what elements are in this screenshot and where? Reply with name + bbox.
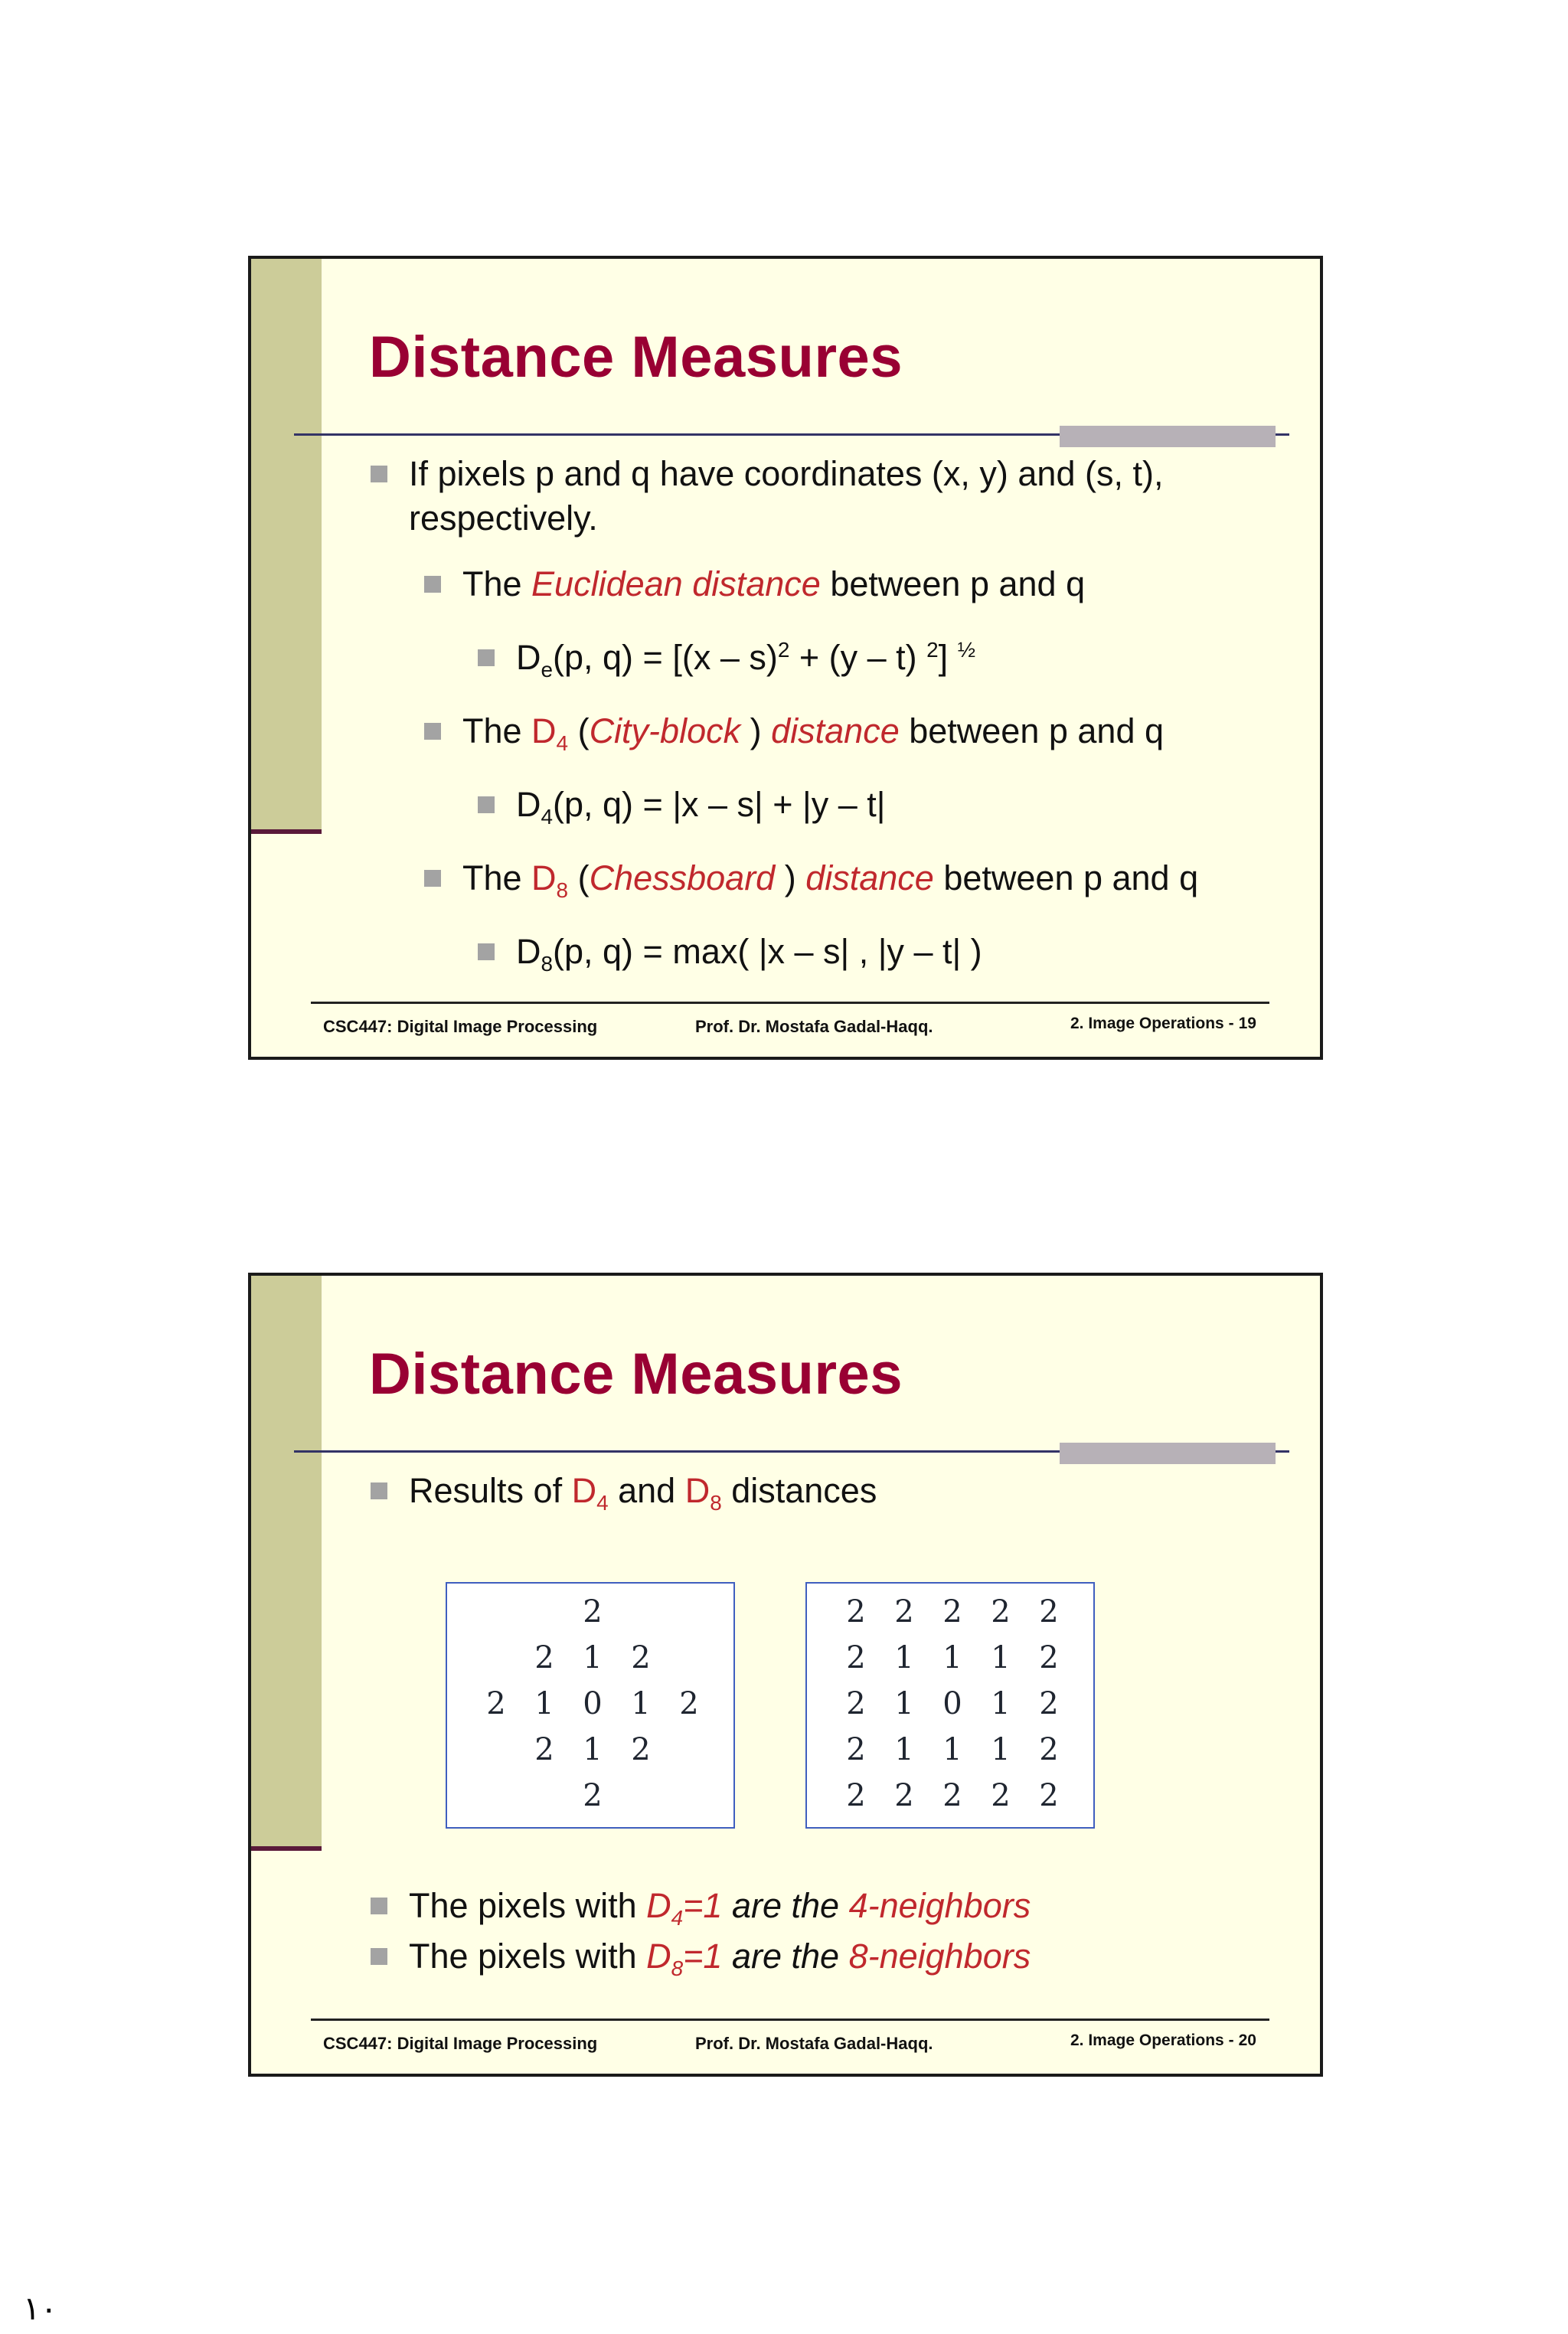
grid-cell: 1: [991, 1732, 1011, 1767]
formula-text: (p, q) = [(x – s): [553, 638, 778, 677]
formula-subscript: 4: [556, 731, 569, 755]
bullet-text: (: [568, 711, 590, 750]
formula-superscript: 2: [777, 638, 790, 662]
grid-cell: 2: [1039, 1594, 1059, 1630]
grid-cell: 2: [486, 1686, 506, 1721]
formula-text: =1: [683, 1937, 723, 1976]
formula-d8: [516, 930, 982, 974]
grid-cell: 2: [1039, 1778, 1059, 1813]
bullet-text: If pixels p and q have coordinates (x, y) and (s, t),: [409, 454, 1164, 493]
grid-cell: 2: [942, 1778, 962, 1813]
bullet-results: [409, 1469, 877, 1513]
formula-superscript: 2: [926, 638, 939, 662]
formula-symbol: D: [516, 785, 541, 824]
bullet-intro: [409, 452, 1163, 496]
bullet-text: The: [462, 564, 532, 603]
square-bullet-icon: [478, 649, 495, 666]
term-city-block: City-block: [589, 711, 741, 750]
square-bullet-icon: [424, 576, 441, 593]
footer-section: [1070, 2032, 1256, 2050]
formula-symbol: D: [531, 711, 557, 750]
square-bullet-icon: [371, 1948, 387, 1965]
formula-symbol: D: [646, 1937, 671, 1976]
side-bar-end: [251, 829, 322, 834]
formula-symbol: D: [646, 1886, 671, 1925]
formula-subscript: 8: [671, 1956, 684, 1980]
square-bullet-icon: [371, 1482, 387, 1499]
bullet-text: are the: [722, 1886, 849, 1925]
slide-20: [248, 1273, 1323, 2077]
square-bullet-icon: [371, 1898, 387, 1914]
bullet-text: between p and q: [899, 711, 1164, 750]
grid-cell: 2: [1039, 1732, 1059, 1767]
side-bar: [251, 1276, 322, 1846]
bullet-d4: [462, 709, 1164, 753]
square-bullet-icon: [478, 943, 495, 960]
grid-cell: 2: [991, 1778, 1011, 1813]
formula-text: =1: [683, 1886, 723, 1925]
grid-cell: 2: [991, 1594, 1011, 1630]
grid-cell: 1: [894, 1686, 914, 1721]
slide-title: Distance Measures: [369, 325, 903, 390]
formula-symbol: D: [531, 858, 557, 897]
grid-cell: 2: [631, 1640, 651, 1675]
slide-19: [248, 256, 1323, 1060]
grid-cell: 1: [942, 1732, 962, 1767]
page-number: ١٠: [23, 2290, 58, 2327]
grid-cell: 2: [1039, 1640, 1059, 1675]
bullet-d8: [462, 856, 1198, 901]
formula-subscript: 8: [710, 1491, 722, 1515]
bullet-text: The pixels with: [409, 1937, 647, 1976]
formula-subscript: 4: [671, 1906, 684, 1930]
grid-cell: 1: [583, 1640, 603, 1675]
title-accent: [1060, 426, 1276, 447]
grid-cell: 2: [583, 1778, 603, 1813]
grid-cell: 1: [583, 1732, 603, 1767]
term-chessboard: Chessboard: [589, 858, 776, 897]
formula-symbol: D: [684, 1471, 710, 1510]
grid-cell: 2: [846, 1686, 866, 1721]
bullet-text: The pixels with: [409, 1886, 647, 1925]
bullet-text: ): [775, 858, 806, 897]
bullet-text: (: [568, 858, 590, 897]
footer-author: Prof. Dr. Mostafa Gadal-Haqq.: [695, 2034, 933, 2053]
footer-course: CSC447: Digital Image Processing: [323, 2034, 598, 2053]
formula-text: ]: [938, 638, 958, 677]
term-euclidean: Euclidean distance: [531, 564, 821, 603]
grid-cell: 2: [534, 1732, 554, 1767]
formula-text: (p, q) = max( |x – s| , |y – t| ): [553, 932, 982, 971]
square-bullet-icon: [424, 723, 441, 740]
formula-superscript: ½: [957, 638, 975, 662]
slide-title: Distance Measures: [369, 1342, 903, 1407]
footer-course: CSC447: Digital Image Processing: [323, 1017, 598, 1036]
bullet-8-neighbors: [409, 1934, 1031, 1979]
bullet-text: between p and q: [820, 564, 1086, 603]
grid-cell: 2: [846, 1732, 866, 1767]
formula-symbol: D: [571, 1471, 597, 1510]
grid-cell: 2: [942, 1594, 962, 1630]
square-bullet-icon: [424, 870, 441, 887]
title-accent: [1060, 1443, 1276, 1464]
bullet-4-neighbors: [409, 1884, 1031, 1928]
grid-cell: 2: [679, 1686, 699, 1721]
square-bullet-icon: [478, 796, 495, 813]
grid-cell: 1: [942, 1640, 962, 1675]
formula-symbol: D: [516, 638, 541, 677]
formula-subscript: 4: [596, 1491, 609, 1515]
grid-cell: 2: [846, 1640, 866, 1675]
side-bar-end: [251, 1846, 322, 1851]
footer-section-label: 2. Image Operations -: [1070, 2032, 1234, 2049]
formula-subscript: e: [541, 658, 554, 682]
grid-cell: 2: [894, 1778, 914, 1813]
formula-d4: [516, 783, 885, 827]
bullet-text: ): [740, 711, 772, 750]
grid-cell: 2: [846, 1594, 866, 1630]
square-bullet-icon: [371, 466, 387, 482]
term-4-neighbors: 4-neighbors: [848, 1886, 1031, 1925]
bullet-text: The: [462, 858, 532, 897]
grid-cell: 0: [942, 1686, 962, 1721]
grid-cell: 1: [991, 1686, 1011, 1721]
grid-cell: 2: [846, 1778, 866, 1813]
formula-subscript: 4: [541, 805, 554, 829]
grid-cell: 2: [631, 1732, 651, 1767]
formula-subscript: 8: [541, 952, 554, 976]
grid-cell: 1: [894, 1640, 914, 1675]
grid-cell: 1: [631, 1686, 651, 1721]
bullet-intro-continued: [409, 496, 598, 541]
bullet-text: distances: [721, 1471, 877, 1510]
footer-section: [1070, 1015, 1256, 1033]
slide-number: 20: [1238, 2032, 1256, 2049]
bullet-text: respectively.: [409, 499, 598, 538]
footer-rule: [311, 1002, 1269, 1004]
d8-distance-grid: [805, 1582, 1095, 1829]
formula-symbol: D: [516, 932, 541, 971]
bullet-text: and: [608, 1471, 685, 1510]
grid-cell: 1: [894, 1732, 914, 1767]
grid-cell: 2: [534, 1640, 554, 1675]
formula-text: (p, q) = |x – s| + |y – t|: [553, 785, 886, 824]
bullet-text: The: [462, 711, 532, 750]
bullet-text: between p and q: [933, 858, 1199, 897]
term-distance: distance: [771, 711, 900, 750]
grid-cell: 1: [991, 1640, 1011, 1675]
term-8-neighbors: 8-neighbors: [848, 1937, 1031, 1976]
grid-cell: 2: [583, 1594, 603, 1630]
footer-section-label: 2. Image Operations -: [1070, 1015, 1234, 1032]
slide-number: 19: [1238, 1015, 1256, 1032]
bullet-text: are the: [722, 1937, 849, 1976]
grid-cell: 2: [1039, 1686, 1059, 1721]
side-bar: [251, 259, 322, 829]
grid-cell: 1: [534, 1686, 554, 1721]
footer-rule: [311, 2019, 1269, 2021]
grid-cell: 0: [583, 1686, 603, 1721]
footer-author: Prof. Dr. Mostafa Gadal-Haqq.: [695, 1017, 933, 1036]
term-distance: distance: [805, 858, 934, 897]
grid-cell: 2: [894, 1594, 914, 1630]
formula-text: + (y – t): [789, 638, 927, 677]
bullet-euclidean: [462, 562, 1085, 606]
formula-subscript: 8: [556, 878, 569, 902]
bullet-text: Results of: [409, 1471, 572, 1510]
formula-euclidean: [516, 636, 975, 680]
d4-distance-grid: [446, 1582, 735, 1829]
